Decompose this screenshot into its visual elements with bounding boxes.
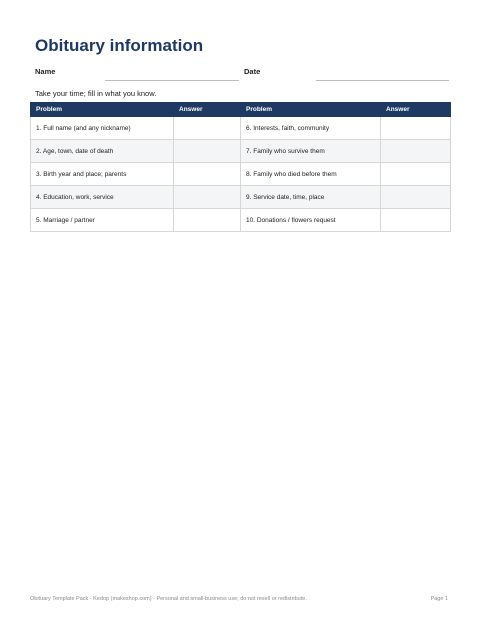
problem-cell: 3. Birth year and place; parents bbox=[31, 163, 174, 186]
problem-cell: 1. Full name (and any nickname) bbox=[31, 117, 174, 140]
answer-cell[interactable] bbox=[381, 140, 451, 163]
answer-cell[interactable] bbox=[174, 209, 241, 232]
name-label: Name bbox=[35, 67, 56, 76]
name-date-fields bbox=[35, 67, 449, 83]
instructions-text: Take your time; fill in what you know. bbox=[35, 89, 157, 98]
answer-cell[interactable] bbox=[381, 186, 451, 209]
answer-cell[interactable] bbox=[174, 163, 241, 186]
table-row bbox=[31, 186, 451, 209]
table-header-row bbox=[31, 103, 451, 117]
table-row bbox=[31, 117, 451, 140]
answer-cell[interactable] bbox=[381, 209, 451, 232]
table-row bbox=[31, 209, 451, 232]
table-row bbox=[31, 140, 451, 163]
obituary-questions-table bbox=[30, 102, 451, 232]
answer-cell[interactable] bbox=[381, 117, 451, 140]
column-header-answer-right: Answer bbox=[381, 103, 451, 117]
date-label: Date bbox=[244, 67, 261, 76]
footer-license-text: Obituary Template Pack · Kedop (makeshop.com) · Personal and small-business use; do not resell or redistribute. bbox=[30, 596, 307, 602]
table-row bbox=[31, 163, 451, 186]
column-header-answer-left: Answer bbox=[174, 103, 241, 117]
problem-cell: 2. Age, town, date of death bbox=[31, 140, 174, 163]
answer-cell[interactable] bbox=[174, 140, 241, 163]
answer-cell[interactable] bbox=[174, 186, 241, 209]
date-field-line[interactable] bbox=[316, 80, 449, 81]
name-field-line[interactable] bbox=[105, 80, 239, 81]
answer-cell[interactable] bbox=[174, 117, 241, 140]
column-header-problem-left: Problem bbox=[31, 103, 174, 117]
problem-cell: 7. Family who survive them bbox=[241, 140, 381, 163]
document-title: Obituary information bbox=[35, 36, 204, 55]
column-header-problem-right: Problem bbox=[241, 103, 381, 117]
problem-cell: 10. Donations / flowers request bbox=[241, 209, 381, 232]
problem-cell: 5. Marriage / partner bbox=[31, 209, 174, 232]
problem-cell: 9. Service date, time, place bbox=[241, 186, 381, 209]
footer-page-number: Page 1 bbox=[430, 596, 448, 602]
problem-cell: 6. Interests, faith, community bbox=[241, 117, 381, 140]
problem-cell: 4. Education, work, service bbox=[31, 186, 174, 209]
answer-cell[interactable] bbox=[381, 163, 451, 186]
problem-cell: 8. Family who died before them bbox=[241, 163, 381, 186]
